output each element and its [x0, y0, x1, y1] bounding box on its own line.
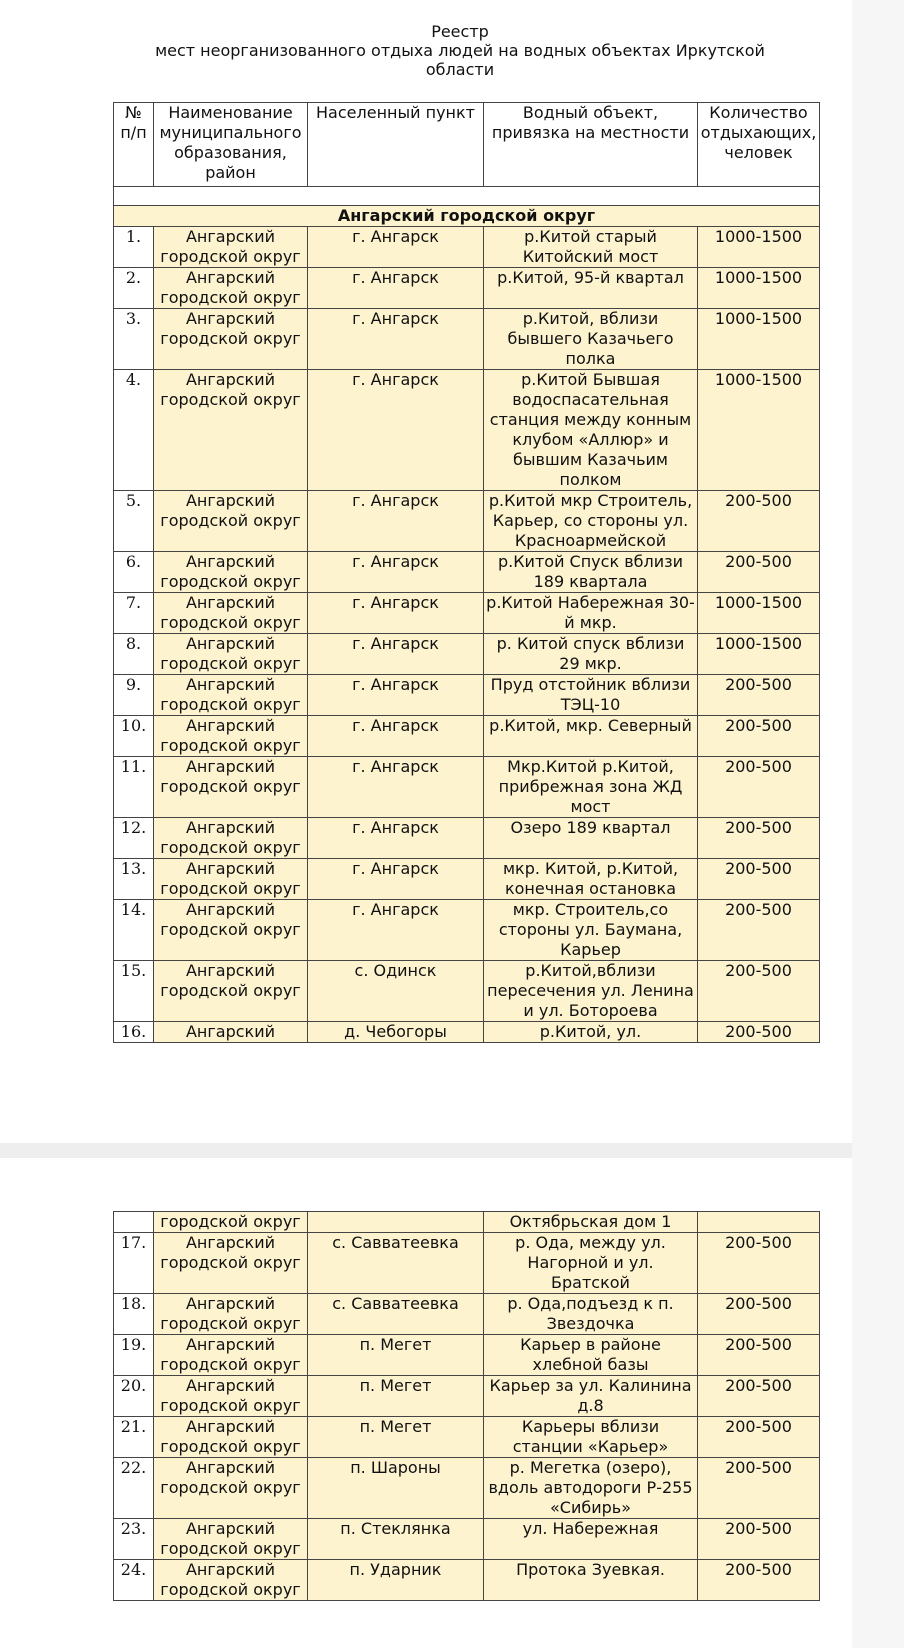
cell-water-object: ул. Набережная: [484, 1519, 698, 1560]
header-water-object: Водный объект, привязка на местности: [484, 103, 698, 187]
cell-num: 9.: [114, 675, 154, 716]
cell-num: 18.: [114, 1294, 154, 1335]
cell-municipality: Ангарский городской округ: [154, 1458, 308, 1519]
cell-settlement: с. Одинск: [308, 961, 484, 1022]
cell-settlement: г. Ангарск: [308, 491, 484, 552]
cell-municipality: Ангарский городской округ: [154, 1294, 308, 1335]
table-row: [114, 593, 820, 634]
cell-count: 200-500: [698, 1560, 820, 1601]
cell-num: 21.: [114, 1417, 154, 1458]
cell-settlement: [308, 1212, 484, 1233]
group-row: [114, 206, 820, 227]
cell-num: 23.: [114, 1519, 154, 1560]
cell-count: 200-500: [698, 961, 820, 1022]
cell-settlement: г. Ангарск: [308, 859, 484, 900]
cell-municipality: Ангарский городской округ: [154, 1376, 308, 1417]
cell-water-object: мкр. Строитель,со стороны ул. Баумана, Карьер: [484, 900, 698, 961]
cell-count: 200-500: [698, 491, 820, 552]
cell-water-object: р.Китой, ул.: [484, 1022, 698, 1043]
cell-num: 6.: [114, 552, 154, 593]
cell-settlement: с. Савватеевка: [308, 1294, 484, 1335]
table-row: [114, 1417, 820, 1458]
table-header-row: [114, 103, 820, 187]
cell-settlement: п. Ударник: [308, 1560, 484, 1601]
cell-count: 200-500: [698, 1022, 820, 1043]
cell-water-object: Озеро 189 квартал: [484, 818, 698, 859]
cell-municipality: Ангарский городской округ: [154, 818, 308, 859]
cell-municipality: Ангарский городской округ: [154, 716, 308, 757]
cell-water-object: р.Китой Набережная 30-й мкр.: [484, 593, 698, 634]
cell-municipality: Ангарский городской округ: [154, 227, 308, 268]
cell-municipality: Ангарский городской округ: [154, 757, 308, 818]
cell-settlement: д. Чебогоры: [308, 1022, 484, 1043]
table-row: [114, 961, 820, 1022]
cell-count: 200-500: [698, 1458, 820, 1519]
cell-count: 200-500: [698, 1294, 820, 1335]
cell-municipality: Ангарский городской округ: [154, 1519, 308, 1560]
document-page-2: [0, 1158, 852, 1648]
cell-municipality: Ангарский городской округ: [154, 491, 308, 552]
cell-num: 20.: [114, 1376, 154, 1417]
registry-table: [113, 102, 820, 1043]
cell-municipality: Ангарский: [154, 1022, 308, 1043]
cell-count: 200-500: [698, 675, 820, 716]
table-row: [114, 1335, 820, 1376]
cell-count: 200-500: [698, 818, 820, 859]
cell-count: 200-500: [698, 900, 820, 961]
cell-num: 5.: [114, 491, 154, 552]
table-row: [114, 1376, 820, 1417]
cell-settlement: п. Мегет: [308, 1335, 484, 1376]
cell-settlement: г. Ангарск: [308, 593, 484, 634]
title-line-1: Реестр: [431, 22, 489, 41]
cell-settlement: п. Стеклянка: [308, 1519, 484, 1560]
cell-num: 11.: [114, 757, 154, 818]
cell-water-object: р. Ода, между ул. Нагорной и ул. Братской: [484, 1233, 698, 1294]
cell-water-object: р.Китой мкр Строитель, Карьер, со стороны ул. Красноармейской: [484, 491, 698, 552]
cell-num: 1.: [114, 227, 154, 268]
cell-water-object: Октябрьская дом 1: [484, 1212, 698, 1233]
document-title: [150, 22, 770, 79]
header-num: № п/п: [114, 103, 154, 187]
cell-settlement: п. Шароны: [308, 1458, 484, 1519]
cell-water-object: Карьеры вблизи станции «Карьер»: [484, 1417, 698, 1458]
cell-num: 7.: [114, 593, 154, 634]
cell-settlement: п. Мегет: [308, 1417, 484, 1458]
cell-water-object: р.Китой, мкр. Северный: [484, 716, 698, 757]
cell-settlement: г. Ангарск: [308, 900, 484, 961]
cell-water-object: Мкр.Китой р.Китой, прибрежная зона ЖД мост: [484, 757, 698, 818]
cell-count: 1000-1500: [698, 634, 820, 675]
table-row: [114, 1560, 820, 1601]
cell-count: [698, 1212, 820, 1233]
table-row: [114, 268, 820, 309]
cell-num: 12.: [114, 818, 154, 859]
header-settlement: Населенный пункт: [308, 103, 484, 187]
cell-count: 200-500: [698, 1376, 820, 1417]
cell-count: 200-500: [698, 1417, 820, 1458]
cell-water-object: р.Китой, 95-й квартал: [484, 268, 698, 309]
cell-count: 200-500: [698, 1519, 820, 1560]
cell-settlement: г. Ангарск: [308, 227, 484, 268]
cell-municipality: Ангарский городской округ: [154, 1335, 308, 1376]
cell-settlement: г. Ангарск: [308, 818, 484, 859]
cell-water-object: Протока Зуевкая.: [484, 1560, 698, 1601]
cell-settlement: г. Ангарск: [308, 268, 484, 309]
cell-municipality: Ангарский городской округ: [154, 859, 308, 900]
cell-settlement: г. Ангарск: [308, 716, 484, 757]
cell-count: 200-500: [698, 757, 820, 818]
cell-water-object: Пруд отстойник вблизи ТЭЦ-10: [484, 675, 698, 716]
cell-municipality: Ангарский городской округ: [154, 1417, 308, 1458]
cell-count: 200-500: [698, 1335, 820, 1376]
table-row: [114, 309, 820, 370]
cell-municipality: Ангарский городской округ: [154, 268, 308, 309]
cell-water-object: р.Китой Бывшая водоспасательная станция между конным клубом «Аллюр» и бывшим Казачьим полком: [484, 370, 698, 491]
empty-row: [114, 187, 820, 206]
table-row: [114, 859, 820, 900]
cell-water-object: р.Китой,вблизи пересечения ул. Ленина и ул. Ботороева: [484, 961, 698, 1022]
table-row: [114, 1294, 820, 1335]
cell-num: 19.: [114, 1335, 154, 1376]
cell-count: 1000-1500: [698, 309, 820, 370]
cell-municipality: Ангарский городской округ: [154, 593, 308, 634]
cell-municipality: Ангарский городской округ: [154, 1560, 308, 1601]
group-label: Ангарский городской округ: [114, 206, 820, 227]
cell-municipality: Ангарский городской округ: [154, 552, 308, 593]
cell-num: 2.: [114, 268, 154, 309]
cell-water-object: р.Китой Спуск вблизи 189 квартала: [484, 552, 698, 593]
table-row: [114, 757, 820, 818]
table-row: [114, 227, 820, 268]
title-line-2: мест неорганизованного отдыха людей на водных объектах Иркутской области: [155, 41, 765, 79]
table-row: [114, 675, 820, 716]
table-row: [114, 370, 820, 491]
cell-num: 8.: [114, 634, 154, 675]
cell-num: 4.: [114, 370, 154, 491]
table-row: [114, 552, 820, 593]
cell-municipality: Ангарский городской округ: [154, 309, 308, 370]
cell-settlement: г. Ангарск: [308, 634, 484, 675]
cell-num: 13.: [114, 859, 154, 900]
cell-settlement: с. Савватеевка: [308, 1233, 484, 1294]
cell-water-object: Карьер в районе хлебной базы: [484, 1335, 698, 1376]
cell-settlement: г. Ангарск: [308, 552, 484, 593]
table-row: [114, 1458, 820, 1519]
cell-settlement: г. Ангарск: [308, 757, 484, 818]
cell-settlement: г. Ангарск: [308, 309, 484, 370]
cell-water-object: р.Китой, вблизи бывшего Казачьего полка: [484, 309, 698, 370]
header-municipality: Наименование муниципального образования, район: [154, 103, 308, 187]
cell-num: 17.: [114, 1233, 154, 1294]
cell-settlement: г. Ангарск: [308, 370, 484, 491]
cell-municipality: городской округ: [154, 1212, 308, 1233]
table-row: [114, 1233, 820, 1294]
table-row: [114, 1022, 820, 1043]
cell-municipality: Ангарский городской округ: [154, 1233, 308, 1294]
cell-water-object: р. Ода,подъезд к п. Звездочка: [484, 1294, 698, 1335]
cell-water-object: р. Китой спуск вблизи 29 мкр.: [484, 634, 698, 675]
cell-count: 1000-1500: [698, 370, 820, 491]
cell-num: 10.: [114, 716, 154, 757]
cell-num: 16.: [114, 1022, 154, 1043]
cell-count: 200-500: [698, 716, 820, 757]
cell-num: 15.: [114, 961, 154, 1022]
cell-municipality: Ангарский городской округ: [154, 961, 308, 1022]
viewer-background: [852, 0, 904, 1648]
cell-municipality: Ангарский городской округ: [154, 370, 308, 491]
cell-count: 1000-1500: [698, 268, 820, 309]
header-count: Количество отдыхающих, человек: [698, 103, 820, 187]
continuation-row: [114, 1212, 820, 1233]
cell-municipality: Ангарский городской округ: [154, 634, 308, 675]
cell-count: 200-500: [698, 552, 820, 593]
table-row: [114, 716, 820, 757]
table-row: [114, 634, 820, 675]
cell-count: 1000-1500: [698, 593, 820, 634]
cell-water-object: мкр. Китой, р.Китой, конечная остановка: [484, 859, 698, 900]
cell-settlement: п. Мегет: [308, 1376, 484, 1417]
cell-count: 200-500: [698, 859, 820, 900]
cell-water-object: Карьер за ул. Калинина д.8: [484, 1376, 698, 1417]
table-row: [114, 818, 820, 859]
table-row: [114, 1519, 820, 1560]
cell-num: 14.: [114, 900, 154, 961]
cell-settlement: г. Ангарск: [308, 675, 484, 716]
cell-num: 24.: [114, 1560, 154, 1601]
cell-num: 22.: [114, 1458, 154, 1519]
registry-table-continued: [113, 1211, 820, 1601]
cell-num: 3.: [114, 309, 154, 370]
table-row: [114, 900, 820, 961]
cell-water-object: р. Мегетка (озеро), вдоль автодороги Р-255 «Сибирь»: [484, 1458, 698, 1519]
cell-count: 1000-1500: [698, 227, 820, 268]
cell-count: 200-500: [698, 1233, 820, 1294]
cell-municipality: Ангарский городской округ: [154, 675, 308, 716]
cell-water-object: р.Китой старый Китойский мост: [484, 227, 698, 268]
table-row: [114, 491, 820, 552]
cell-municipality: Ангарский городской округ: [154, 900, 308, 961]
